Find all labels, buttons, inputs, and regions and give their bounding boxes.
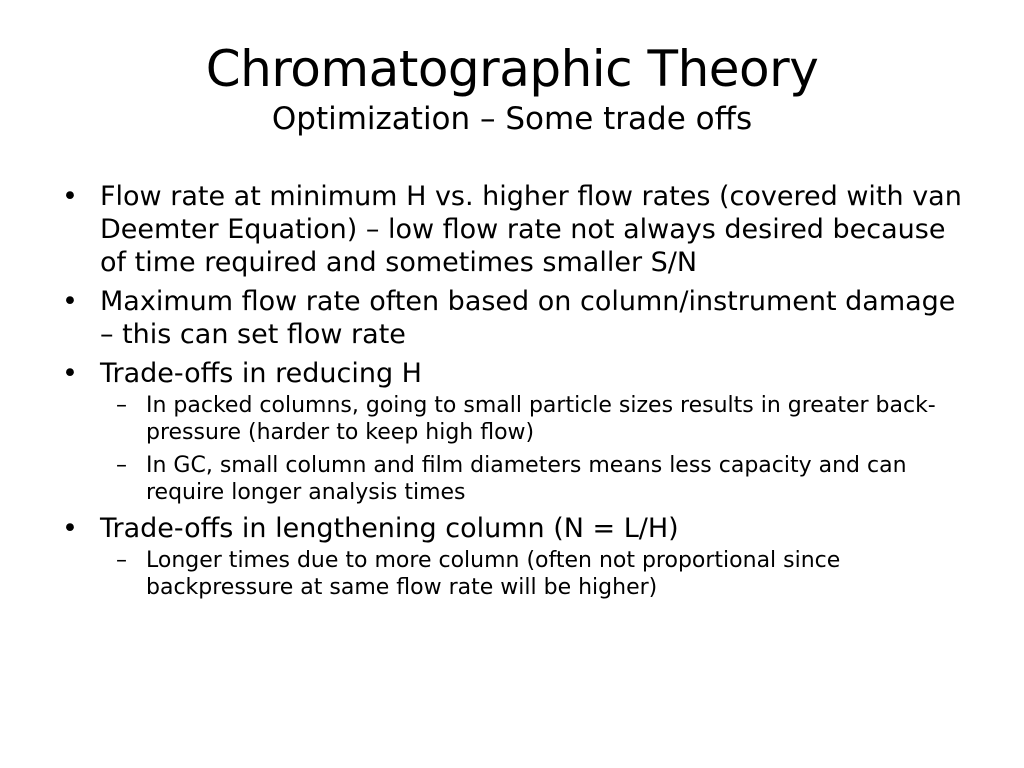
bullet-item — [62, 285, 962, 351]
sub-bullet-item — [106, 547, 962, 601]
bullet-item — [62, 512, 962, 601]
dash-icon: – — [116, 548, 127, 573]
bullet-item — [62, 180, 962, 279]
bullet-text: Trade-offs in reducing H — [100, 358, 422, 389]
bullet-icon: • — [62, 286, 78, 317]
bullet-icon: • — [62, 181, 78, 212]
sub-bullet-item — [106, 392, 962, 446]
bullet-list — [62, 180, 962, 601]
sub-bullet-text: In packed columns, going to small particle sizes results in greater back-pressure (harder to keep high flow) — [146, 393, 936, 445]
dash-icon: – — [116, 453, 127, 478]
slide-content — [62, 180, 962, 607]
bullet-text: Maximum flow rate often based on column/instrument damage – this can set flow rate — [100, 286, 956, 350]
bullet-text: Flow rate at minimum H vs. higher flow rates (covered with van Deemter Equation) – low flow rate not always desired because of time required and sometimes smaller S/N — [100, 181, 962, 278]
sub-bullet-item — [106, 452, 962, 506]
bullet-icon: • — [62, 513, 78, 544]
title-block — [0, 38, 1024, 138]
sub-bullet-list — [106, 392, 962, 506]
dash-icon: – — [116, 393, 127, 418]
bullet-text: Trade-offs in lengthening column (N = L/H) — [100, 513, 679, 544]
bullet-item — [62, 357, 962, 506]
slide-title: Chromatographic Theory — [205, 40, 819, 98]
bullet-icon: • — [62, 358, 78, 389]
sub-bullet-text: In GC, small column and film diameters means less capacity and can require longer analysis times — [146, 453, 907, 505]
slide-subtitle: Optimization – Some trade offs — [271, 101, 753, 137]
sub-bullet-text: Longer times due to more column (often not proportional since backpressure at same flow rate will be higher) — [146, 548, 841, 600]
sub-bullet-list — [106, 547, 962, 601]
